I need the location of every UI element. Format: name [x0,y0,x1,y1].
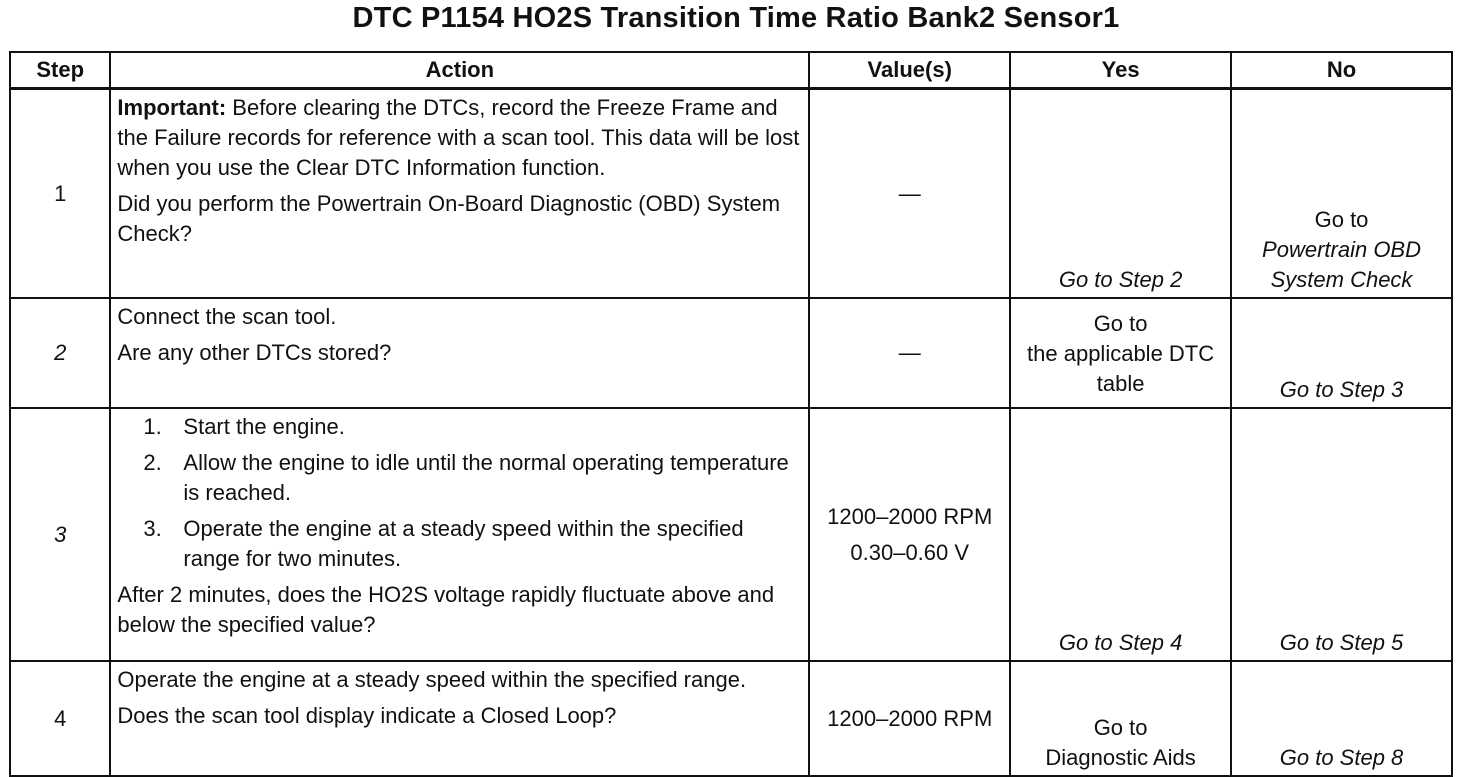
yes-cell [1010,661,1231,776]
list-item-number: 3. [143,516,162,541]
action-cell [110,298,809,408]
value-cell: — [809,298,1010,408]
list-item-text: Operate the engine at a steady speed within the specified range for two minutes. [183,516,744,571]
header-value: Value(s) [809,52,1010,89]
table-header-row [10,52,1452,89]
list-item [117,448,802,508]
no-goto-label: Go to [1314,207,1369,232]
yes-link[interactable]: Go to Step 4 [1010,408,1231,661]
list-item [117,514,802,574]
list-item-number: 1. [143,414,162,439]
step-number: 1 [10,89,110,299]
action-instruction: Operate the engine at a steady speed within the specified range. [117,667,747,692]
important-label: Important: [117,95,227,120]
header-yes: Yes [1010,52,1231,89]
action-question: Are any other DTCs stored? [117,340,392,365]
step-number: 2 [10,298,110,408]
value-rpm: 1200–2000 RPM [827,503,993,529]
page-title: DTC P1154 HO2S Transition Time Ratio Bank2 Sensor1 [352,2,1120,34]
table-row [10,661,1452,776]
action-cell [110,89,809,299]
action-question: Did you perform the Powertrain On-Board Diagnostic (OBD) System Check? [117,191,781,246]
important-text: Before clearing the DTCs, record the Freeze Frame and the Failure records for reference with a scan tool. This data will be lost when you use the Clear DTC Information function. [117,95,800,180]
yes-cell [1010,298,1231,408]
header-action: Action [110,52,809,89]
value-voltage: 0.30–0.60 V [850,539,970,565]
list-item-text: Allow the engine to idle until the normal operating temperature is reached. [183,450,789,505]
value-cell: — [809,89,1010,299]
table-row [10,89,1452,299]
action-question: After 2 minutes, does the HO2S voltage rapidly fluctuate above and below the specified value? [117,582,775,637]
table-row [10,298,1452,408]
list-item [117,412,802,442]
value-cell [809,408,1010,661]
action-question: Does the scan tool display indicate a Closed Loop? [117,703,617,728]
yes-link[interactable]: the applicable DTC table [1027,341,1215,396]
no-link[interactable]: Go to Step 5 [1231,408,1452,661]
yes-link[interactable]: Go to Step 2 [1010,89,1231,299]
important-note [117,93,802,183]
action-cell [110,661,809,776]
action-instruction: Connect the scan tool. [117,304,337,329]
diagnostic-table [9,51,1453,777]
value-cell: 1200–2000 RPM [809,661,1010,776]
header-no: No [1231,52,1452,89]
step-number: 4 [10,661,110,776]
yes-goto-label: Go to [1093,311,1148,336]
no-link[interactable]: Powertrain OBD System Check [1262,237,1421,292]
no-link[interactable]: Go to Step 8 [1231,661,1452,776]
action-steps-list [117,412,802,574]
table-row [10,408,1452,661]
header-step: Step [10,52,110,89]
step-number: 3 [10,408,110,661]
list-item-number: 2. [143,450,162,475]
yes-goto-label: Go to [1093,715,1148,740]
no-cell [1231,89,1452,299]
list-item-text: Start the engine. [183,414,345,439]
action-cell [110,408,809,661]
yes-link[interactable]: Diagnostic Aids [1045,745,1196,770]
no-link[interactable]: Go to Step 3 [1231,298,1452,408]
